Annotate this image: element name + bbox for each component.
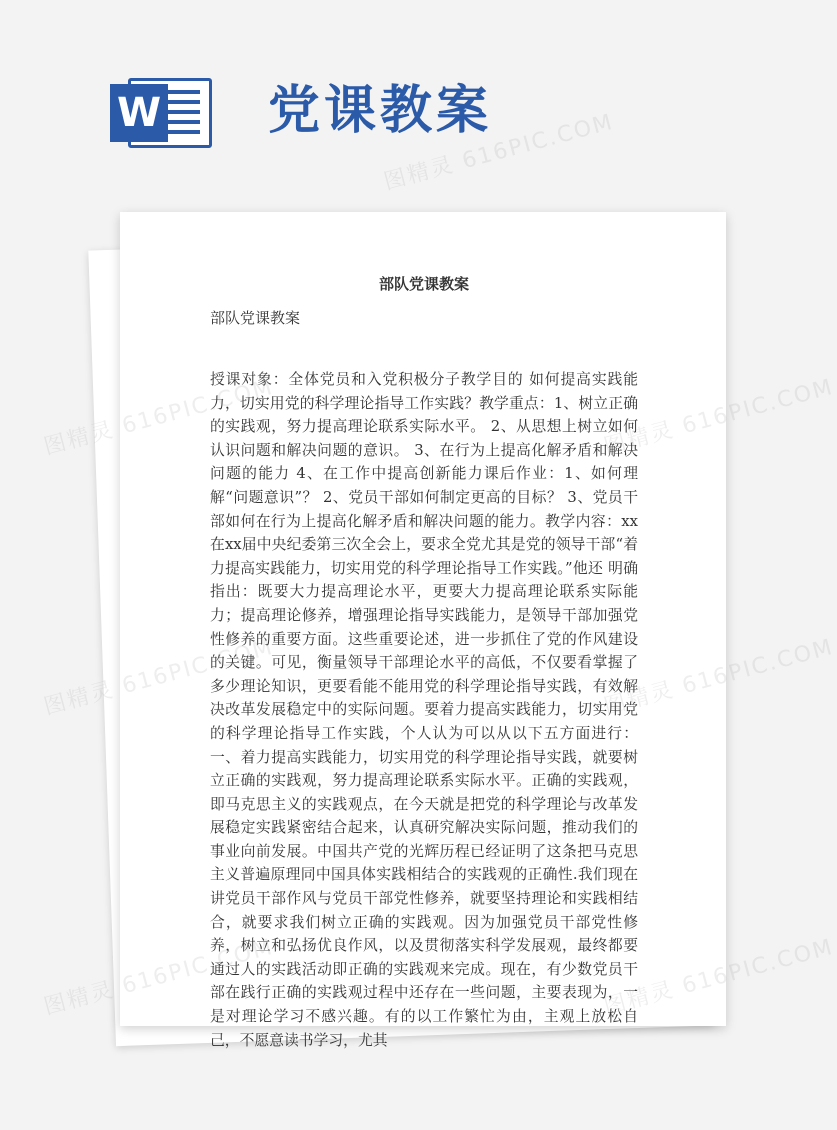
document-page: [120, 212, 726, 1049]
watermark: 616PIC.COM: [679, 634, 837, 700]
document-subtitle: 部队党课教案: [210, 309, 301, 327]
watermark: 图精灵 616PIC.COM: [381, 109, 617, 196]
watermark: 616PIC.COM: [679, 374, 837, 440]
header: [0, 0, 800, 200]
word-logo-badge: W: [110, 84, 168, 142]
watermark: 616PIC.COM: [679, 934, 837, 1000]
watermark: 图精灵: [41, 677, 118, 721]
watermark: 图精灵: [41, 977, 118, 1021]
page-title: 党课教案: [268, 81, 493, 141]
document-title: 部队党课教案: [378, 275, 469, 293]
document-body: 授课对象：全体党员和入党积极分子教学目的 如何提高实践能力，切实用党的科学理论指导工作实践？教学重点：1、树立正确的实践观，努力提高理论联系实际水平。 2、从思想上树立如何认识问题和解决问题的意识。 3、在行为上提高化解矛盾和解决问题的能力 4、在工作中提高创新能力课后作业：1、如何理解“问题意识”？ 2、党员干部如何制定更高的目标？ 3、党员干部如何在行为上提高化解矛盾和解决问题的能力。教学内容：xx在xx届中央纪委第三次全会上，要求全党尤其是党的领导干部“着力提高实践能力，切实用党的科学理论指导工作实践。”他还 明确指出：既要大力提高理论水平，更要大力提高理论联系实际能力；提高理论修养，增强理论指导实践能力，是领导干部加强党性修养的重要方面。这些重要论述，进一步抓住了党的作风建设的关键。可见，衡量领导干部理论水平的高低，不仅要看掌握了多少理论知识，更要看能不能用党的科学理论指导实践，有效解决改革发展稳定中的实际问题。要着力提高实践能力，切实用党的科学理论指导工作实践，个人认为可以从以下五方面进行：一、着力提高实践能力，切实用党的科学理论指导实践，就要树立正确的实践观，努力提高理论联系实际水平。正确的实践观，即马克思主义的实践观点，在今天就是把党的科学理论与改革发展稳定实践紧密结合起来，认真研究解决实际问题，推动我们的事业向前发展。中国共产党的光辉历程已经证明了这条把马克思主义普遍原理同中国具体实践相结合的实践观的正确性.我们现在讲党员干部作风与党员干部党性修养，就要坚持理论和实践相结合，就要求我们树立正确的实践观。因为加强党员干部党性修养，树立和弘扬优良作风，以及贯彻落实科学发展观，最终都要通过人的实践活动即正确的实践观来完成。现在，有少数党员干部在践行正确的实践观过程中还存在一些问题，主要表现为，一是对理论学习不感兴趣。有的以工作繁忙为由，主观上放松自己，不愿意读书学习，尤其: [210, 371, 638, 1049]
watermark: 图精灵: [41, 417, 118, 461]
word-document-icon: [110, 78, 218, 148]
